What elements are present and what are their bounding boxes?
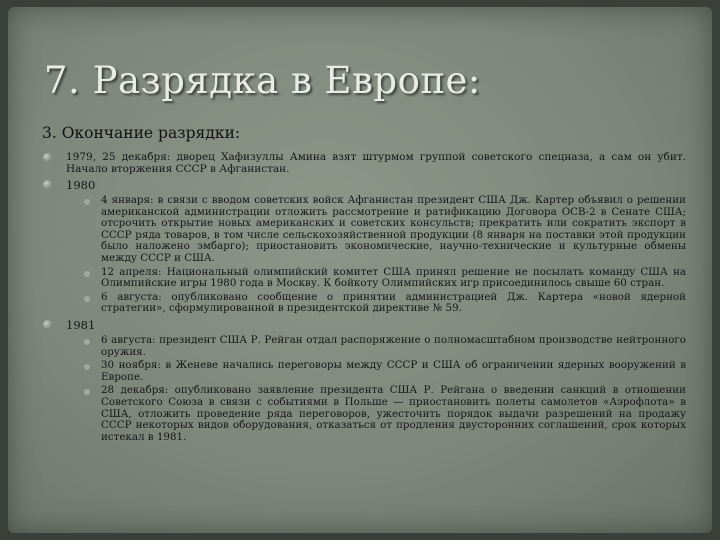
small-bullet-icon: [84, 296, 90, 302]
sub-bullet-list: [66, 195, 686, 315]
list-item-text: 1980: [66, 178, 96, 192]
slide: [8, 7, 712, 533]
list-item: [42, 178, 686, 315]
small-bullet-icon: [84, 271, 90, 277]
circle-bullet-icon: [43, 153, 52, 162]
circle-bullet-icon: [43, 320, 52, 329]
small-bullet-icon: [84, 389, 90, 395]
sub-list-item-text: 30 ноября: в Женеве начались переговоры между СССР и США об ограничении ядерных вооружений в Европе.: [101, 359, 686, 383]
sub-list-item: [66, 385, 686, 443]
small-bullet-icon: [84, 339, 90, 345]
bullet-list: [42, 151, 686, 443]
sub-list-item-text: 12 апреля: Национальный олимпийский комитет США принял решение не посылать команду США на Олимпийские игры 1980 года в Москву. К бойкоту Олимпийских игр присоединилось свыше 60 стран.: [101, 265, 686, 290]
sub-list-item: [66, 267, 686, 290]
sub-list-item-text: 6 августа: опубликовано сообщение о принятии администрацией Дж. Картера «новой ядерной стратегии», сформулированной в президентской директиве № 59.: [101, 290, 686, 315]
sub-list-item: [66, 292, 686, 315]
sub-list-item-text: 6 августа: президент США Р. Рейган отдал распоряжение о полномасштабном производстве нейтронного оружия.: [101, 333, 686, 358]
sub-list-item: [66, 335, 686, 358]
list-item: [42, 151, 686, 175]
sub-bullet-list: [66, 335, 686, 443]
sub-list-item-text: 4 января: в связи с вводом советских войск Афганистан президент США Дж. Картер объявил о решении американской администрации отложить рассмотрение и ратификацию Договора ОСВ-2 в Сенате США; отсрочить открытие новых американских и советских консульств; прекратить или сократить экспорт в СССР ряда товаров, в том числе сельскохозяйственной продукции (8 января на поставки этой продукции было наложено эмбарго); приостановить экономические, научно-технические и культурные обмены между СССР и США.: [101, 194, 686, 264]
section-subtitle: 3. Окончание разрядки:: [42, 124, 241, 142]
list-item-text: 1979, 25 декабря: дворец Хафизуллы Амина взят штурмом группой советского спецназа, а сам он убит. Начало вторжения СССР в Афганистан.: [66, 151, 686, 175]
content-area: [42, 151, 686, 446]
sub-list-item-text: 28 декабря: опубликовано заявление президента США Р. Рейгана о введении санкций в отношении Советского Союза в связи с событиями в Польше — приостановить полеты самолетов «Аэрофлота» в США, отложить проведение ряда переговоров, ужесточить порядок выдачи разрешений на продажу СССР некоторых видов оборудования, отказаться от продления двусторонних соглашений, срок которых истекал в 1981.: [101, 384, 686, 443]
slide-title: 7. Разрядка в Европе:: [44, 59, 481, 102]
sub-list-item: [66, 360, 686, 383]
list-item-text: 1981: [66, 317, 96, 332]
sub-list-item: [66, 195, 686, 265]
small-bullet-icon: [84, 364, 90, 370]
small-bullet-icon: [84, 199, 90, 205]
circle-bullet-icon: [43, 180, 52, 189]
list-item: [42, 318, 686, 443]
